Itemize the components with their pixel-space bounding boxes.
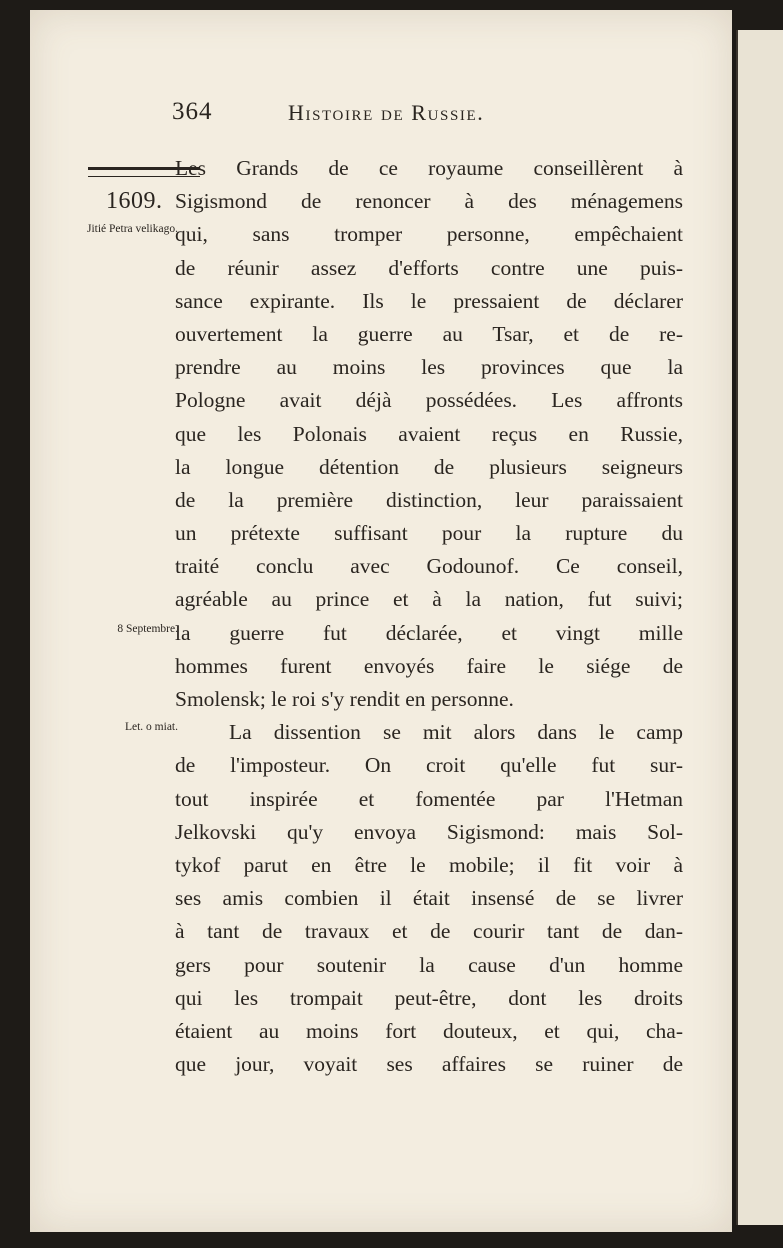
text-line: Sigismond de renoncer à des ménagemens bbox=[175, 189, 683, 214]
text-line: étaient au moins fort douteux, et qui, cha- bbox=[175, 1018, 683, 1043]
text-line: à tant de travaux et de courir tant de dan- bbox=[175, 919, 683, 944]
text-line: Pologne avait déjà possédées. Les affronts bbox=[175, 388, 683, 413]
page-header bbox=[30, 98, 732, 132]
text-line: tout inspirée et fomentée par l'Hetman bbox=[175, 786, 683, 811]
text-line: la longue détention de plusieurs seigneurs bbox=[175, 454, 683, 479]
margin-note-date: 8 Septembre. bbox=[117, 623, 178, 635]
next-page-edge bbox=[736, 30, 783, 1225]
text-line: la guerre fut déclarée, et vingt mille bbox=[175, 620, 683, 645]
text-line: tykof parut en être le mobile; il fit voir à bbox=[175, 852, 683, 877]
text-line: ses amis combien il était insensé de se livrer bbox=[175, 886, 683, 911]
margin-year: 1609. bbox=[106, 188, 163, 214]
book-page bbox=[30, 10, 732, 1232]
text-line: Jelkovski qu'y envoya Sigismond: mais Sol- bbox=[175, 819, 683, 844]
text-line: traité conclu avec Godounof. Ce conseil, bbox=[175, 554, 683, 579]
body-text bbox=[175, 152, 683, 1081]
page-number: 364 bbox=[172, 98, 213, 125]
text-line: qui, sans tromper personne, empêchaient bbox=[175, 222, 683, 247]
text-line: hommes furent envoyés faire le siége de bbox=[175, 653, 683, 678]
text-line: que jour, voyait ses affaires se ruiner de bbox=[175, 1052, 683, 1077]
text-line: de la première distinction, leur paraissaient bbox=[175, 487, 683, 512]
text-line: gers pour soutenir la cause d'un homme bbox=[175, 952, 683, 977]
text-line: Smolensk; le roi s'y rendit en personne. bbox=[175, 687, 514, 711]
running-title: Histoire de Russie. bbox=[288, 100, 485, 125]
text-line: de l'imposteur. On croit qu'elle fut sur- bbox=[175, 753, 683, 778]
text-line: ouvertement la guerre au Tsar, et de re- bbox=[175, 321, 683, 346]
text-line: prendre au moins les provinces que la bbox=[175, 355, 683, 380]
text-line: La dissention se mit alors dans le camp bbox=[229, 720, 683, 745]
text-line: un prétexte suffisant pour la rupture du bbox=[175, 521, 683, 546]
margin-note-source-1: Jitié Petra velikago. bbox=[86, 223, 178, 235]
margin-note-source-2: Let. o miat. bbox=[124, 721, 178, 733]
text-line: agréable au prince et à la nation, fut suivi; bbox=[175, 587, 683, 612]
text-line: que les Polonais avaient reçus en Russie, bbox=[175, 421, 683, 446]
text-line: de réunir assez d'efforts contre une puis- bbox=[175, 255, 683, 280]
text-line: qui les trompait peut-être, dont les droits bbox=[175, 985, 683, 1010]
text-line: Les Grands de ce royaume conseillèrent à bbox=[175, 156, 683, 180]
text-line: sance expirante. Ils le pressaient de déclarer bbox=[175, 288, 683, 313]
